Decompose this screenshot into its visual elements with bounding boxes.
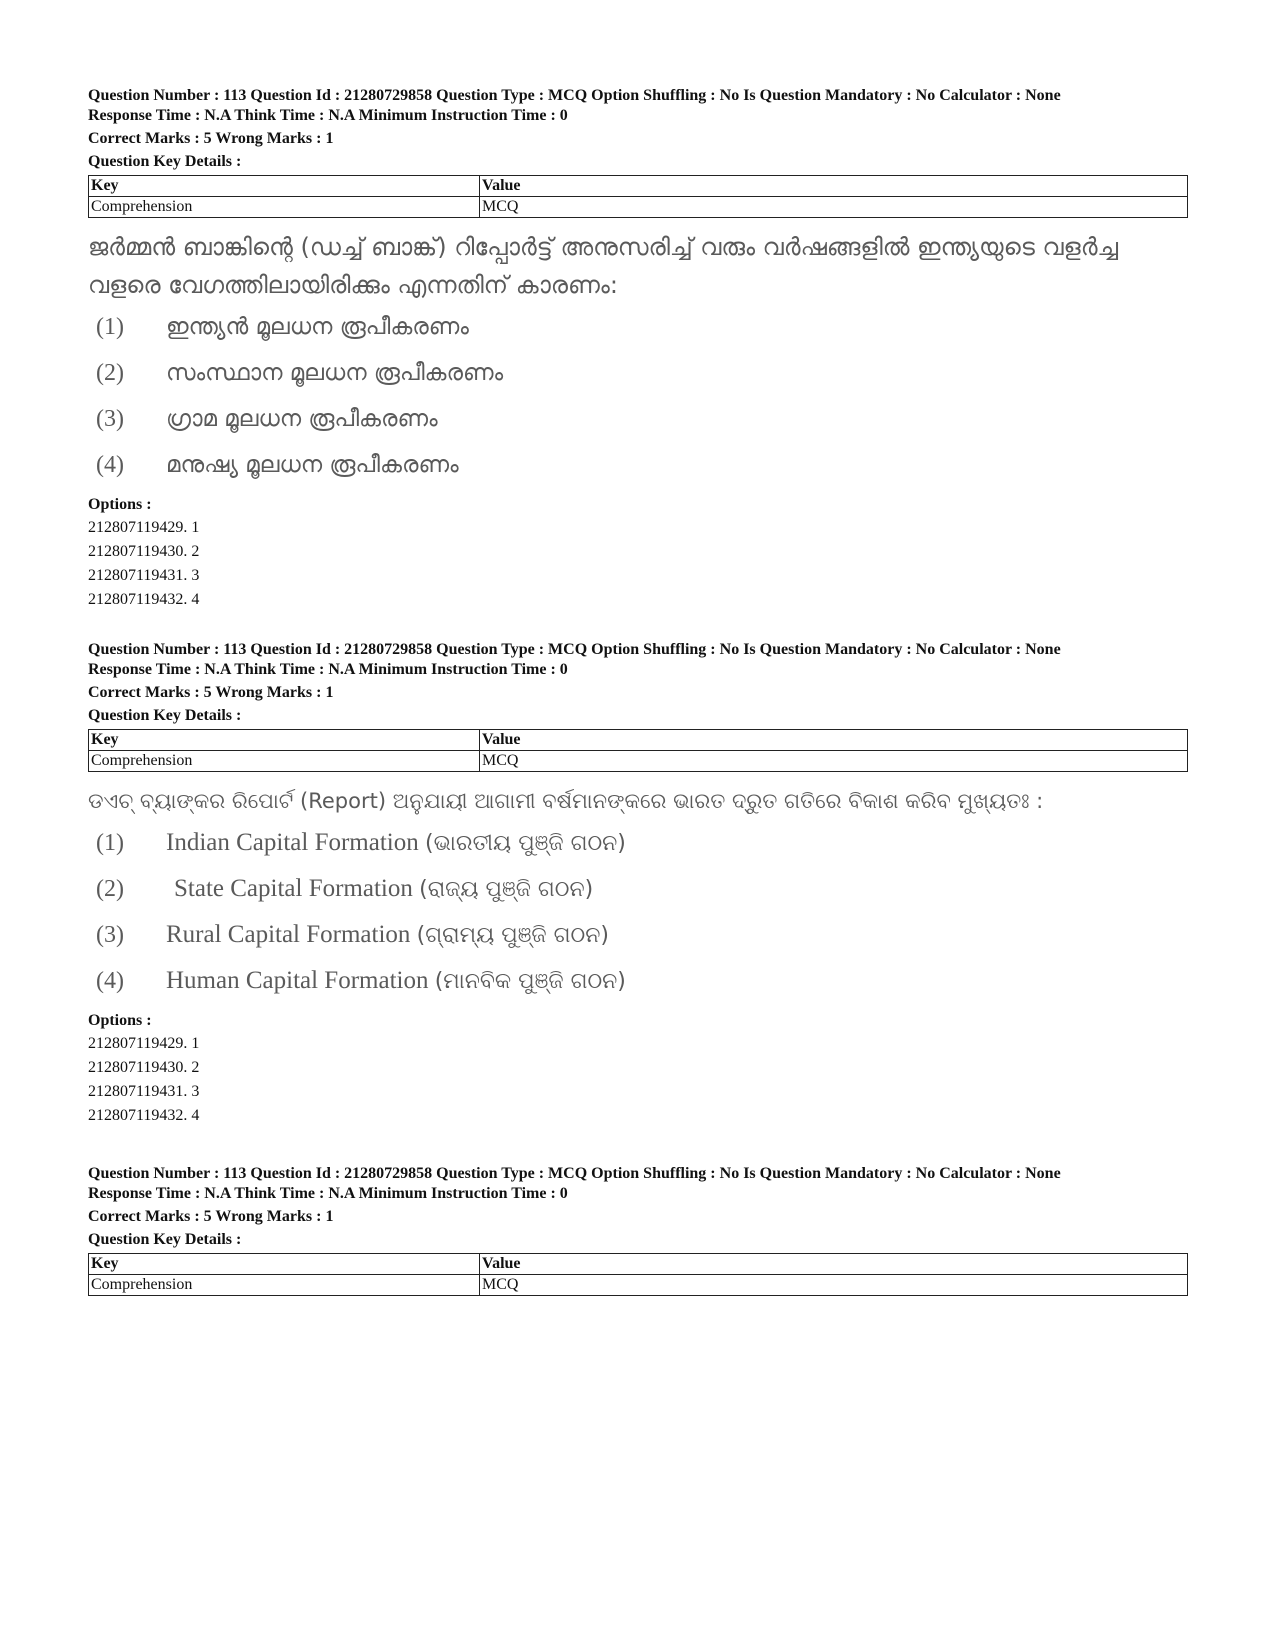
key-cell: Comprehension [89, 751, 480, 772]
option-line: 212807119432. 4 [88, 1107, 200, 1124]
key-header: Key [89, 730, 480, 751]
value-header: Value [480, 1254, 1188, 1275]
question-meta [88, 640, 1188, 726]
choice-item [88, 820, 1188, 866]
table-header-row [89, 730, 1188, 751]
table-row [89, 1275, 1188, 1296]
options-label: Options : [88, 1012, 152, 1029]
question-block [88, 1164, 1188, 1296]
question-block [88, 86, 1188, 612]
choice-number: (2) [96, 359, 124, 386]
choice-number: (3) [96, 405, 124, 432]
key-header: Key [89, 1254, 480, 1275]
meta-line-1: Question Number : 113 Question Id : 21280729858 Question Type : MCQ Option Shuffling : No Is Question Mandatory : No Calculator : None [88, 641, 1061, 658]
choice-number: (4) [96, 967, 124, 994]
choice-item [88, 912, 1188, 958]
choice-english: Rural Capital Formation [166, 921, 411, 948]
value-cell: MCQ [480, 751, 1188, 772]
value-header: Value [480, 730, 1188, 751]
meta-line-1: Question Number : 113 Question Id : 21280729858 Question Type : MCQ Option Shuffling : No Is Question Mandatory : No Calculator : None [88, 87, 1061, 104]
choice-item [88, 442, 1188, 488]
marks-line: Correct Marks : 5 Wrong Marks : 1 [88, 130, 334, 147]
question-meta [88, 1164, 1188, 1250]
option-line: 212807119430. 2 [88, 543, 200, 560]
choice-native: (ରାଜ୍ୟ ପୁଞ୍ଜି ଗଠନ) [419, 877, 594, 902]
meta-line-2: Response Time : N.A Think Time : N.A Minimum Instruction Time : 0 [88, 1185, 568, 1202]
key-details-label: Question Key Details : [88, 1231, 242, 1248]
option-line: 212807119431. 3 [88, 1083, 200, 1100]
marks-line: Correct Marks : 5 Wrong Marks : 1 [88, 1208, 334, 1225]
meta-line-1: Question Number : 113 Question Id : 21280729858 Question Type : MCQ Option Shuffling : No Is Question Mandatory : No Calculator : None [88, 1165, 1061, 1182]
key-details-label: Question Key Details : [88, 153, 242, 170]
choice-text [166, 875, 593, 903]
choice-text: മനുഷ്യ മൂലധന രൂപീകരണം [166, 452, 459, 478]
key-value-table [88, 1253, 1188, 1296]
table-row [89, 751, 1188, 772]
value-header: Value [480, 176, 1188, 197]
choice-number: (2) [96, 875, 124, 902]
choice-item [88, 350, 1188, 396]
choice-text: സംസ്ഥാന മൂലധന രൂപീകരണം [166, 360, 504, 386]
option-line: 212807119429. 1 [88, 1035, 200, 1052]
option-line: 212807119430. 2 [88, 1059, 200, 1076]
question-meta [88, 86, 1188, 172]
choice-item [88, 866, 1188, 912]
choice-text: ഗ്രാമ മൂലധന രൂപീകരണം [166, 406, 438, 432]
options-label: Options : [88, 496, 152, 513]
table-row [89, 197, 1188, 218]
meta-line-2: Response Time : N.A Think Time : N.A Minimum Instruction Time : 0 [88, 661, 568, 678]
option-line: 212807119429. 1 [88, 519, 200, 536]
choice-text: ഇന്ത്യൻ മൂലധന രൂപീകരണം [166, 314, 469, 340]
choice-text [166, 921, 609, 949]
question-text: ଡଏଚ୍ ବ୍ୟାଙ୍କର ରିପୋର୍ଟ (Report) ଅନୁଯାୟୀ ଆଗାମୀ ବର୍ଷମାନଙ୍କରେ ଭାରତ ଦ୍ରୁତ ଗତିରେ ବିକାଶ କରିବ ମୁଖ୍ୟତଃ : [88, 789, 1044, 813]
key-details-label: Question Key Details : [88, 707, 242, 724]
choice-number: (1) [96, 313, 124, 340]
choice-number: (3) [96, 921, 124, 948]
choice-english: Indian Capital Formation [166, 829, 419, 856]
key-value-table [88, 729, 1188, 772]
value-cell: MCQ [480, 197, 1188, 218]
table-header-row [89, 176, 1188, 197]
key-header: Key [89, 176, 480, 197]
option-line: 212807119431. 3 [88, 567, 200, 584]
choice-text [166, 967, 626, 995]
marks-line: Correct Marks : 5 Wrong Marks : 1 [88, 684, 334, 701]
table-header-row [89, 1254, 1188, 1275]
question-text: ജർമ്മൻ ബാങ്കിന്റെ (ഡച്ച് ബാങ്ക്) റിപ്പോർട്ട് അനുസരിച്ച് വരും വർഷങ്ങളിൽ ഇന്ത്യയുടെ വളർച്ച വളരെ വേഗത്തിലായിരിക്കും എന്നതിന് കാരണം: [88, 233, 1119, 299]
key-cell: Comprehension [89, 197, 480, 218]
choice-item [88, 396, 1188, 442]
choice-text [166, 829, 626, 857]
choice-native: (ଗ୍ରାମ୍ୟ ପୁଞ୍ଜି ଗଠନ) [416, 923, 609, 948]
question-image [88, 228, 1188, 488]
choice-number: (1) [96, 829, 124, 856]
key-value-table [88, 175, 1188, 218]
choice-native: (ମାନବିକ ପୁଞ୍ଜି ଗଠନ) [434, 969, 626, 994]
meta-line-2: Response Time : N.A Think Time : N.A Minimum Instruction Time : 0 [88, 107, 568, 124]
option-line: 212807119432. 4 [88, 591, 200, 608]
choice-english: State Capital Formation [174, 875, 413, 902]
choice-item [88, 304, 1188, 350]
choice-english: Human Capital Formation [166, 967, 429, 994]
choice-number: (4) [96, 451, 124, 478]
key-cell: Comprehension [89, 1275, 480, 1296]
value-cell: MCQ [480, 1275, 1188, 1296]
question-block [88, 640, 1188, 1128]
question-image [88, 782, 1188, 1004]
choice-native: (ଭାରତୀୟ ପୁଞ୍ଜି ଗଠନ) [424, 831, 626, 856]
choice-item [88, 958, 1188, 1004]
